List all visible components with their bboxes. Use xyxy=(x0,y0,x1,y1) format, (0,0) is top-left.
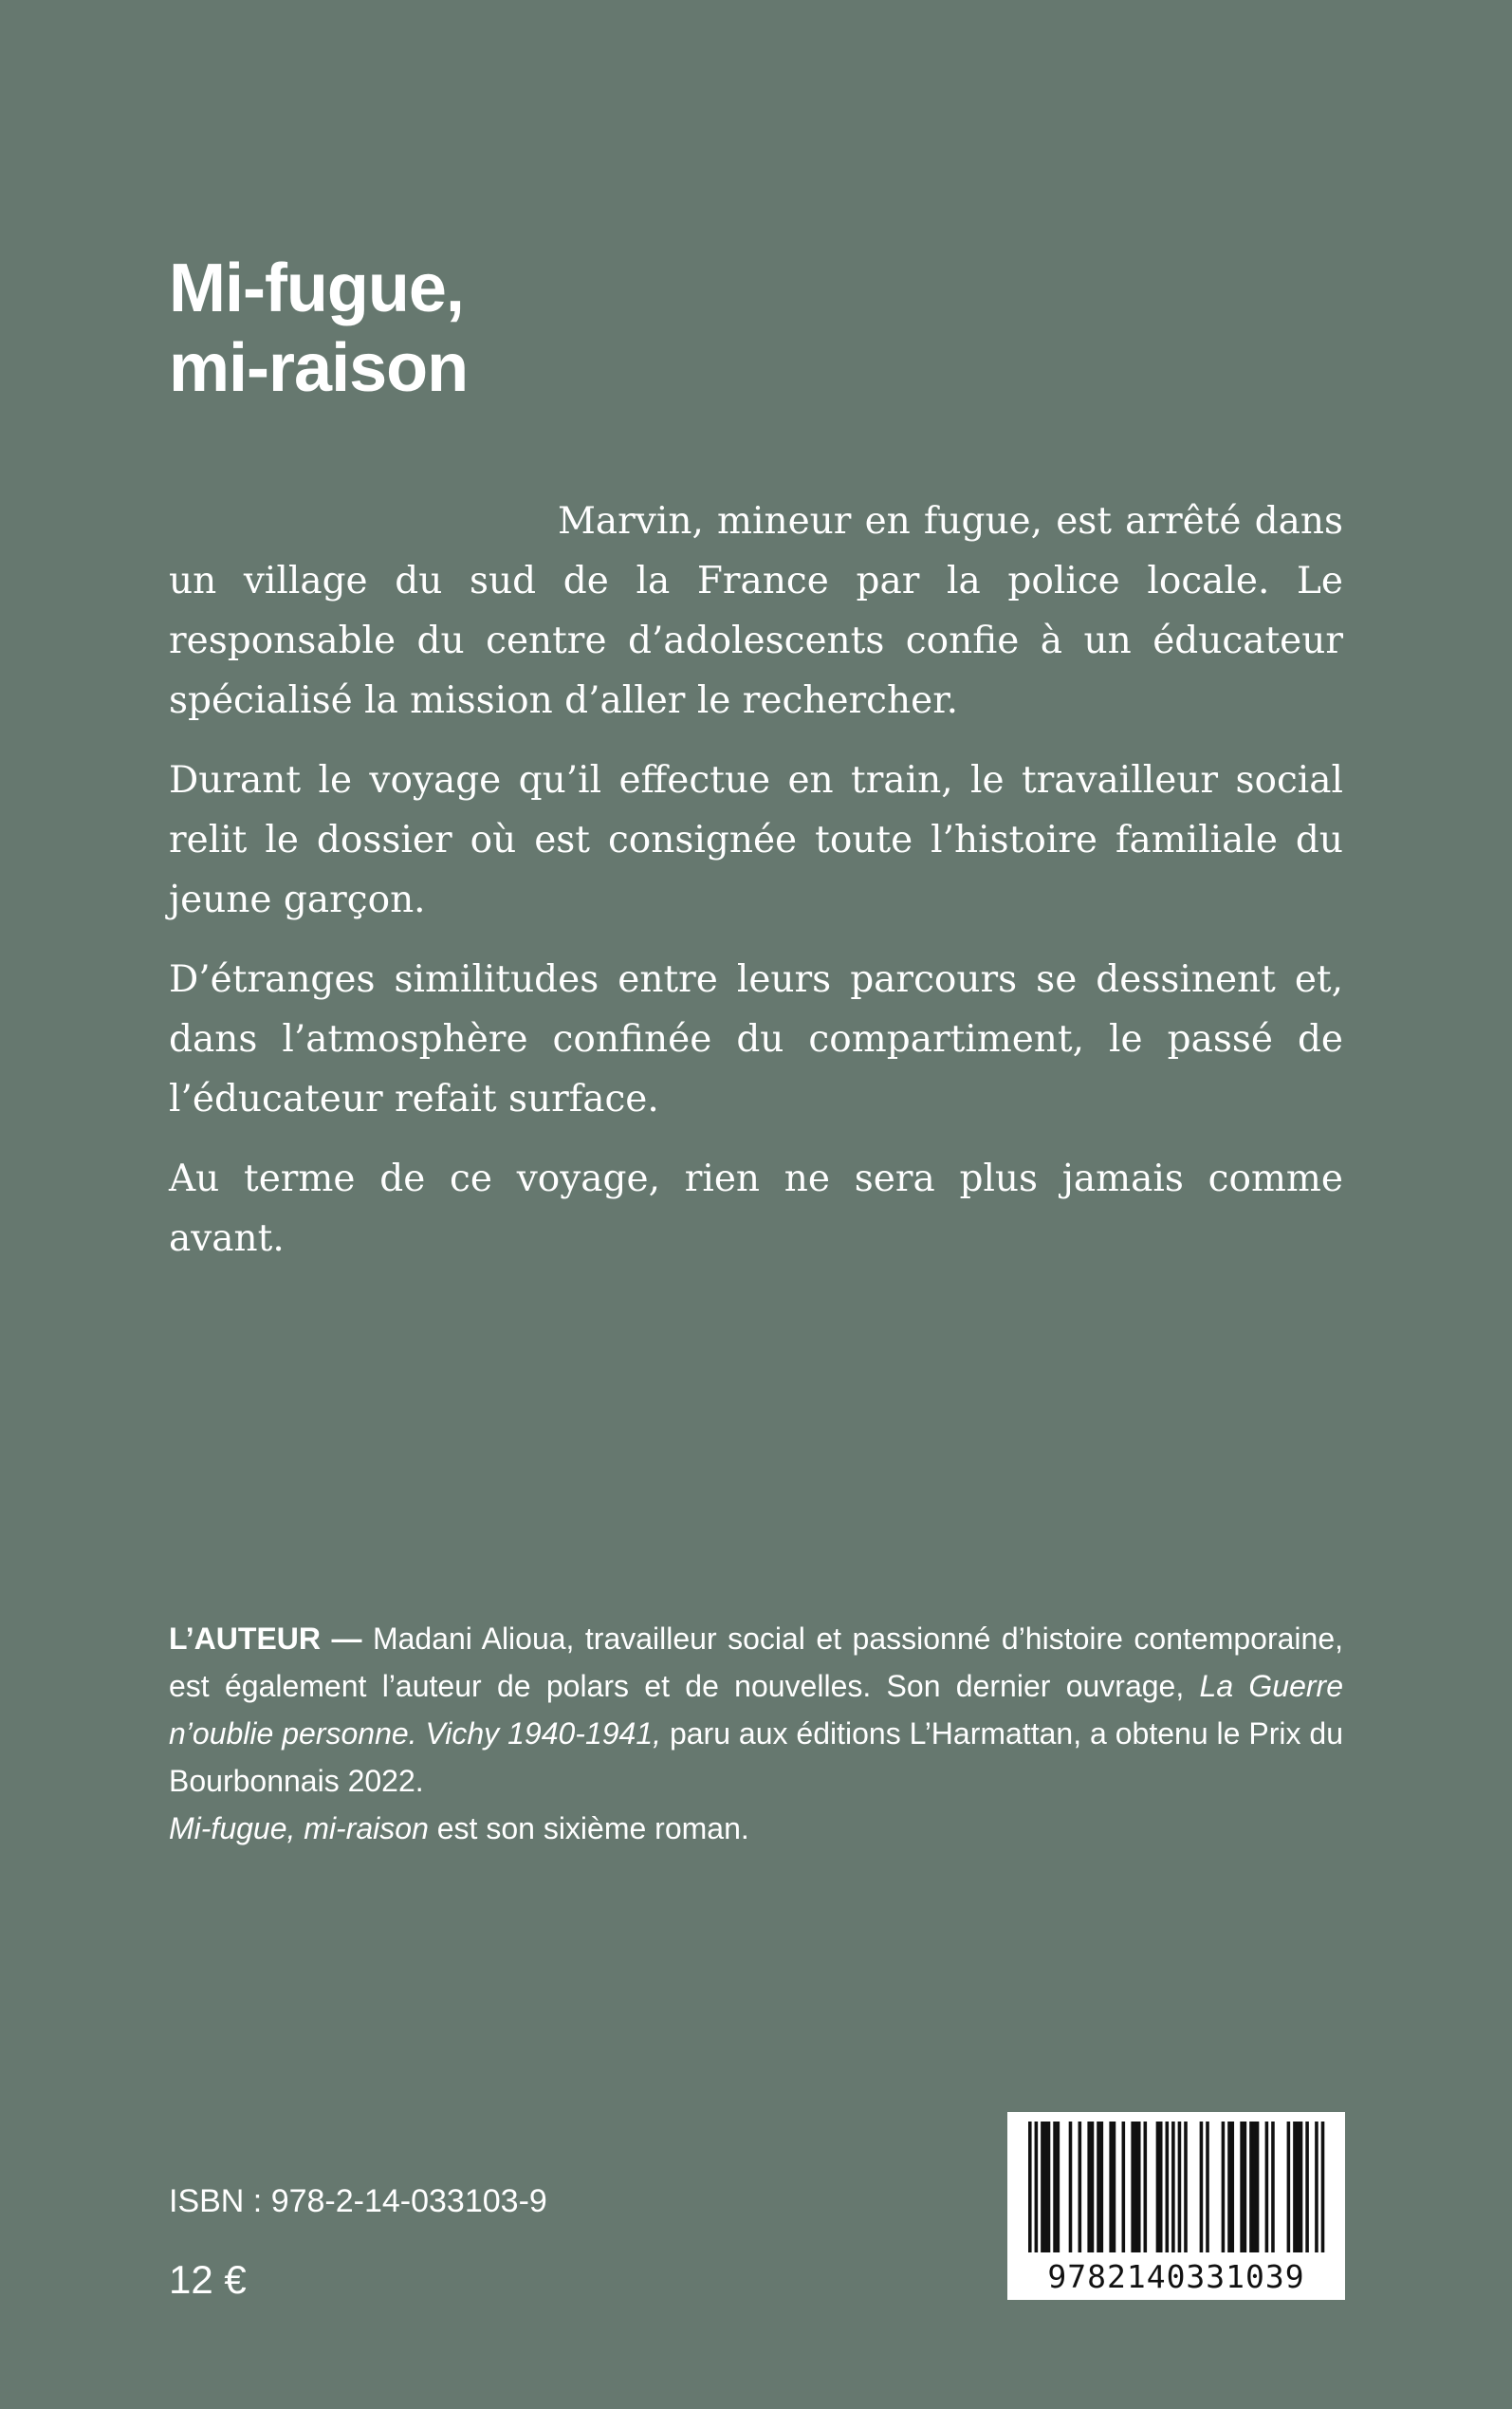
price: 12 € xyxy=(169,2257,247,2302)
blurb-paragraph-4: Au terme de ce voyage, rien ne sera plus jamais comme avant. xyxy=(169,1158,1343,1260)
barcode-bar xyxy=(1156,2122,1160,2252)
barcode-bar xyxy=(1144,2122,1148,2252)
barcode-bar xyxy=(1113,2122,1116,2252)
barcode-bar xyxy=(1300,2122,1303,2252)
barcode-bar xyxy=(1265,2122,1269,2252)
author-bio xyxy=(169,1615,1343,1852)
barcode-bar xyxy=(1057,2122,1060,2252)
author-dash: — xyxy=(321,1621,373,1656)
barcode xyxy=(1007,2112,1345,2300)
author-text-before: Madani Alioua, travailleur social et passionné d’histoire contemporaine, est également l’auteur de polars et de nouvelles. Son dernier ouvrage, xyxy=(169,1621,1343,1703)
barcode-bar xyxy=(1047,2122,1051,2252)
previous-book-title: La Guerre n’oublie personne. Vichy 1940-1941, xyxy=(169,1669,1344,1751)
barcode-bar xyxy=(1053,2122,1057,2252)
author-novel-line xyxy=(169,1805,1343,1852)
isbn: ISBN : 978-2-14-033103-9 xyxy=(169,2183,547,2219)
barcode-bar xyxy=(1178,2122,1182,2252)
barcode-bar xyxy=(1222,2122,1226,2252)
barcode-bar xyxy=(1043,2122,1047,2252)
novel-title: Mi-fugue, mi-raison xyxy=(169,1811,429,1845)
barcode-bar xyxy=(1227,2122,1231,2252)
blurb-paragraph-2: Durant le voyage qu’il effectue en train, le travailleur social relit le dossier où est consignée toute l’histoire familiale du jeune garçon. xyxy=(169,759,1343,921)
title-line-1: Mi-fugue, xyxy=(169,250,464,326)
author-paragraph xyxy=(169,1615,1343,1805)
barcode-bar xyxy=(1249,2122,1253,2252)
barcode-bar xyxy=(1131,2122,1134,2252)
barcode-bar xyxy=(1252,2122,1256,2252)
blurb-paragraph-3: D’étranges similitudes entre leurs parcours se dessinent et, dans l’atmosphère confinée du compartiment, le passé de l’éducateur refait surface. xyxy=(169,958,1343,1121)
barcode-bar xyxy=(1171,2122,1175,2252)
blurb xyxy=(169,491,1343,1288)
blurb-paragraph-1: Marvin, mineur en fugue, est arrêté dans un village du sud de la France par la police locale. Le responsable du centre d’adolescents confie à un éducateur spécialisé la mission d’aller le rechercher. xyxy=(169,500,1343,722)
barcode-bar xyxy=(1122,2122,1126,2252)
barcode-bar xyxy=(1109,2122,1113,2252)
barcode-bar xyxy=(1134,2122,1138,2252)
barcode-bar xyxy=(1041,2122,1044,2252)
barcode-bar xyxy=(1069,2122,1073,2252)
barcode-bar xyxy=(1315,2122,1318,2252)
barcode-digits: 9782140331039 xyxy=(1047,2258,1305,2295)
barcode-bar xyxy=(1159,2122,1163,2252)
barcode-bar xyxy=(1206,2122,1209,2252)
barcode-bar xyxy=(1028,2122,1032,2252)
book-title xyxy=(169,249,468,408)
barcode-bar xyxy=(1305,2122,1309,2252)
barcode-bar xyxy=(1166,2122,1170,2252)
author-text-after: paru aux éditions L’Harmattan, a obtenu le Prix du Bourbonnais 2022. xyxy=(169,1716,1343,1798)
barcode-bar xyxy=(1293,2122,1297,2252)
barcode-bar xyxy=(1200,2122,1204,2252)
barcode-bar xyxy=(1256,2122,1260,2252)
barcode-bar xyxy=(1184,2122,1188,2252)
barcode-bar xyxy=(1287,2122,1291,2252)
barcode-bar xyxy=(1244,2122,1247,2252)
barcode-bar xyxy=(1100,2122,1104,2252)
title-line-2: mi-raison xyxy=(169,330,469,406)
barcode-bar xyxy=(1137,2122,1141,2252)
barcode-bar xyxy=(1087,2122,1091,2252)
barcode-bar xyxy=(1230,2122,1234,2252)
barcode-bar xyxy=(1321,2122,1325,2252)
barcode-bar xyxy=(1079,2122,1082,2252)
barcode-bar xyxy=(1091,2122,1095,2252)
barcode-bar xyxy=(1097,2122,1100,2252)
author-label: L’AUTEUR xyxy=(169,1621,321,1656)
barcode-bar xyxy=(1240,2122,1244,2252)
novel-suffix: est son sixième roman. xyxy=(428,1811,749,1845)
barcode-bar xyxy=(1296,2122,1300,2252)
barcode-bar xyxy=(1035,2122,1039,2252)
barcode-bar xyxy=(1271,2122,1275,2252)
